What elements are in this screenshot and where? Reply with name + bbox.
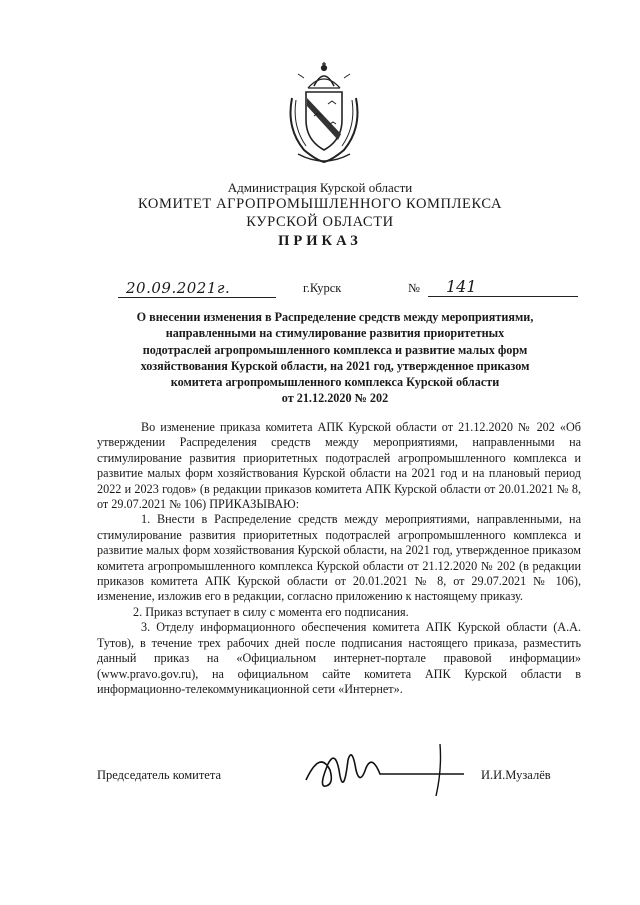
signatory-name: И.И.Музалёв [481, 768, 551, 782]
committee-name: КОМИТЕТ АГРОПРОМЫШЛЕННОГО КОМПЛЕКСА [137, 196, 503, 212]
order-item-2: 2. Приказ вступает в силу с момента его подписания. [133, 604, 409, 619]
handwritten-date: 20.09.2021г. [118, 279, 276, 298]
handwritten-signature [300, 740, 470, 798]
title-line: подотраслей агропромышленного комплекса и развитие малых форм [142, 342, 528, 357]
order-item-1: 1. Внести в Распределение средств между мероприятиями, направленными, на стимулирование развития приоритетных подотраслей агропромышленного комплекса и развитие малых форм хозяйствования Курской области, на 2021 год, утвержденное приказом комитета агропромышленного комплекса Курской области от 21.12.2020 № 202 (в редакции приказов комитета АПК Курской области от 20.01.2021 № 8, от 29.07.2021 № 106), изменение, изложив его в редакции, согласно приложению к настоящему приказу. [97, 512, 581, 604]
document-type-heading: ПРИКАЗ [278, 233, 362, 249]
title-line: хозяйствования Курской области, на 2021 год, утвержденное приказом [140, 358, 530, 373]
coat-of-arms-emblem [284, 58, 364, 166]
number-sign: № [408, 281, 420, 295]
administration-name: Администрация Курской области [227, 180, 413, 195]
title-line: О внесении изменения в Распределение средств между мероприятиями, [136, 310, 534, 324]
signature-block [0, 768, 640, 808]
handwritten-order-number: 141 [428, 277, 578, 297]
title-line: комитета агропромышленного комплекса Курской области [170, 375, 500, 390]
title-line: направленными на стимулирование развития приоритетных [165, 326, 505, 341]
preamble-paragraph: Во изменение приказа комитета АПК Курской области от 21.12.2020 № 202 «Об утверждении Распределения средств между мероприятиями, направленными на стимулирование развития приоритетных подотраслей агропромышленного комплекса и развитие малых форм хозяйствования Курской области на 2021 год и на плановый период 2022 и 2023 годов» (в редакции приказов комитета АПК Курской области от 20.01.2021 № 8, от 29.07.2021 № 106) ПРИКАЗЫВАЮ: [97, 420, 581, 512]
order-title [100, 309, 570, 407]
signatory-role: Председатель комитета [97, 768, 221, 782]
title-line: от 21.12.2020 № 202 [281, 391, 389, 406]
order-body [97, 420, 581, 697]
region-name: КУРСКОЙ ОБЛАСТИ [246, 214, 394, 230]
city-label: г.Курск [303, 281, 342, 295]
date-number-row [0, 277, 640, 303]
order-item-3: 3. Отделу информационного обеспечения комитета АПК Курской области (А.А. Тутов), в течение трех рабочих дней после подписания настоящего приказа, разместить данный приказ на «Официальном интернет-портале правовой информации» (www.pravo.gov.ru), на официальном сайте комитета АПК Курской области в информационно-телекоммуникационной сети «Интернет». [97, 620, 581, 696]
